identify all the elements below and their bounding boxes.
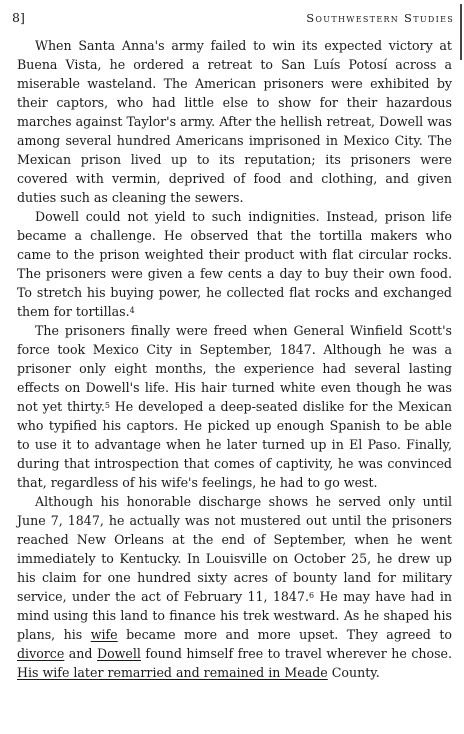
paragraph-2-text: Dowell could not yield to such indignities. Instead, prison life became a challenge. He observed that the tortilla makers who came to the prison weighted their product with flat circular rocks. The prisoners were given a few cents a day to buy their own food. To stretch his buying power, he collected flat rocks and exchanged them for tortillas.	[17, 209, 452, 319]
underlined-word-divorce: divorce	[17, 646, 65, 661]
underlined-word-dowell: Dowell	[96, 646, 141, 661]
underlined-phrase-remarried: His wife later remarried and remained in Meade	[17, 665, 328, 680]
paragraph-1-text: When Santa Anna's army failed to win its expected victory at Buena Vista, he ordered a retreat to San Luís Potosí across a miserable wasteland. The American prisoners were exhibited by their captors, who had little else to show for their hazardous marches against Taylor's army. After the hellish retreat, Dowell was among several hundred Americans imprisoned in Mexico City. The Mexican prison lived up to its reputation; its prisoners were covered with vermin, deprived of food and clothing, and given duties such as cleaning the sewers.	[17, 38, 452, 205]
paragraph-2	[17, 207, 452, 321]
footnote-ref-4: 4	[129, 306, 135, 315]
footnote-ref-6: 6	[308, 591, 315, 600]
underlined-word-wife: wife	[90, 627, 118, 642]
paragraph-4-text-b: He may have had in mind using this land to finance his trek westward. As he shaped his plans, his	[17, 589, 452, 642]
paragraph-4-text-e: found himself free to travel wherever he chose.	[140, 646, 452, 661]
paragraph-3-text-b: He developed a deep-seated dislike for the Mexican who typified his captors. He picked up enough Spanish to be able to use it to advantage when he later turned up in El Paso. Finally, during that introspection that comes of captivity, he was convinced that, regardless of his wife's feelings, he had to go west.	[17, 399, 452, 490]
page-header	[12, 10, 454, 30]
page-edge-mark	[460, 4, 462, 60]
paragraph-4-text-d: and	[64, 646, 97, 661]
paragraph-4-text-c: became more and more upset. They agreed to	[117, 627, 452, 642]
running-title: Southwestern Studies	[306, 11, 454, 25]
footnote-ref-5: 5	[104, 401, 110, 410]
paragraph-4-text-f: County.	[327, 665, 380, 680]
page-number: 8]	[12, 10, 25, 25]
paragraph-3	[17, 321, 452, 492]
paragraph-4	[17, 492, 452, 682]
paragraph-1	[17, 36, 452, 207]
paragraph-3-text-a: The prisoners finally were freed when General Winfield Scott's force took Mexico City in September, 1847. Although he was a prisoner only eight months, the experience had several lasting effects on Dowell's life. His hair turned white even though he was not yet thirty.	[17, 323, 452, 414]
paragraph-4-text-a: Although his honorable discharge shows he served only until June 7, 1847, he actually was not mustered out until the prisoners reached New Orleans at the end of September, when he went immediately to Kentucky. In Louisville on October 25, he drew up his claim for one hundred sixty acres of bounty land for military service, under the act of February 11, 1847.	[17, 494, 452, 604]
body-text	[17, 36, 452, 682]
